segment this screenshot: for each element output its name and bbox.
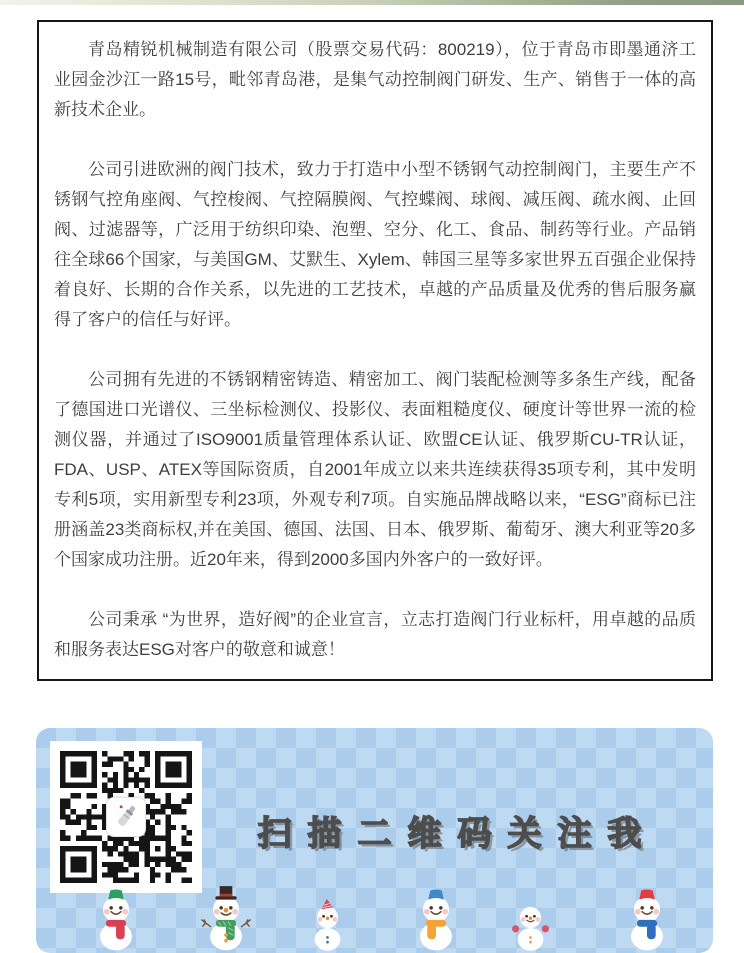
snowman-red-hat-blue-scarf-icon: [618, 884, 676, 952]
article-paragraph: 公司引进欧洲的阀门技术，致力于打造中小型不锈钢气动控制阀门，主要生产不锈钢气控角座阀、气控梭阀、气控隔膜阀、气控蝶阀、球阀、减压阀、疏水阀、止回阀、过滤器等，广泛用于纺织印染、泡塑、空分、化工、食品、制药等行业。产品销往全球66个国家，与美国GM、艾默生、Xylem、韩国三星等多家世界五百强企业保持着良好、长期的合作关系，以先进的工艺技术，卓越的产品质量及优秀的售后服务赢得了客户的信任与好评。: [54, 160, 696, 329]
snowman-top-hat-green-scarf-icon: [197, 884, 255, 952]
follow-slogan: 扫描二维码关注我: [257, 815, 658, 853]
snowman-red-cone-hat-icon: [304, 897, 351, 952]
qr-center-logo: [106, 797, 146, 837]
article-paragraph: 公司拥有先进的不锈钢精密铸造、精密加工、阀门装配检测等多条生产线，配备了德国进口光谱仪、三坐标检测仪、投影仪、表面粗糙度仪、硬度计等世界一流的检测仪器，并通过了ISO9001质量管理体系认证、欧盟CE认证、俄罗斯CU-TR认证，FDA、USP、ATEX等国际资质，自2001年成立以来共连续获得35项专利，其中发明专利5项，实用新型专利23项，外观专利7项。自实施品牌战略以来，“ESG”商标已注册涵盖23类商标权,并在美国、德国、法国、日本、俄罗斯、葡萄牙、澳大利亚等20多个国家成功注册。近20年来，得到2000多国内外客户的一致好评。: [54, 370, 696, 569]
article-paragraph: 青岛精锐机械制造有限公司（股票交易代码：800219），位于青岛市即墨通济工业园金沙江一路15号，毗邻青岛港，是集气动控制阀门研发、生产、销售于一体的高新技术企业。: [54, 40, 696, 119]
company-intro-box: [37, 20, 713, 681]
snowmen-row: [36, 881, 713, 953]
qr-code: [50, 741, 202, 893]
article-paragraph: 公司秉承 “为世界，造好阀”的企业宣言，立志打造阀门行业标杆，用卓越的品质和服务表达ESG对客户的敬意和诚意！: [54, 610, 696, 659]
snowman-blue-hat-orange-scarf-icon: [407, 884, 465, 952]
previous-photo-edge: [0, 0, 744, 5]
snowman-green-hat-red-scarf-icon: [87, 884, 145, 952]
snowman-red-mittens-icon: [507, 897, 554, 952]
angle-seat-valve-icon: [110, 801, 142, 833]
follow-us-banner: [36, 728, 713, 953]
